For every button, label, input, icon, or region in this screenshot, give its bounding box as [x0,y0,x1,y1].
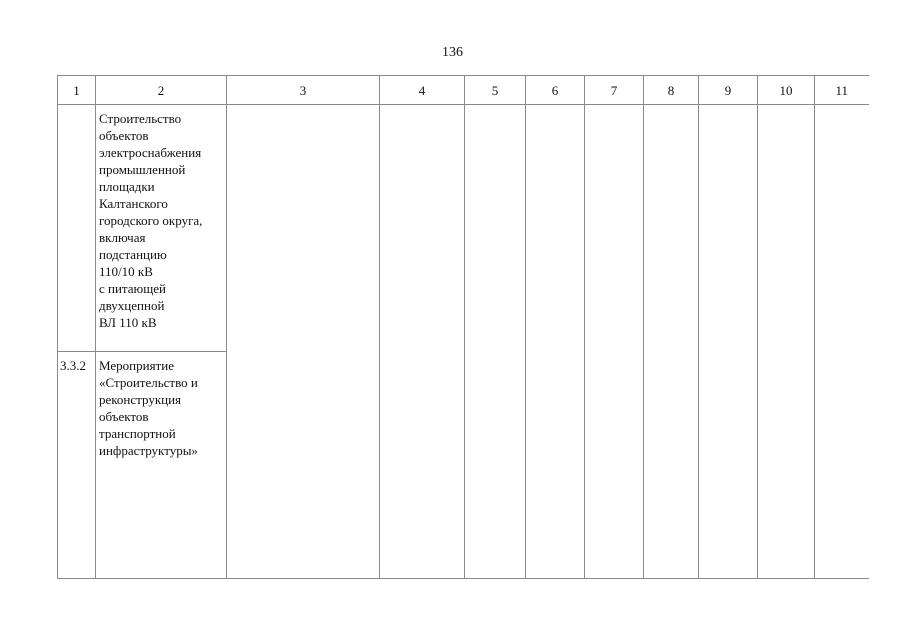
column-7-cell [585,105,644,579]
column-10-cell [758,105,815,579]
column-11-cell [815,105,869,579]
row-description-cell: Мероприятие «Строительство и реконструкция объектов транспортной инфраструктуры» [96,352,227,579]
header-row [58,76,869,105]
column-5-cell [465,105,526,579]
data-table [57,75,869,579]
column-header-5: 5 [465,76,526,105]
page-number: 136 [442,45,463,60]
column-header-1: 1 [58,76,96,105]
column-header-3: 3 [227,76,380,105]
column-6-cell [526,105,585,579]
column-header-6: 6 [526,76,585,105]
row-number-cell [58,105,96,352]
table-row [58,105,869,352]
column-header-2: 2 [96,76,227,105]
column-header-11: 11 [815,76,869,105]
column-header-9: 9 [699,76,758,105]
column-9-cell [699,105,758,579]
column-8-cell [644,105,699,579]
column-4-cell [380,105,465,579]
column-header-7: 7 [585,76,644,105]
column-header-8: 8 [644,76,699,105]
column-header-10: 10 [758,76,815,105]
row-description-cell: Строительство объектов электроснабжения промышленной площадки Калтанского городского округа, включая подстанцию 110/10 кВ с питающей двухцепной ВЛ 110 кВ [96,105,227,352]
row-number-cell: 3.3.2 [58,352,96,579]
column-3-cell [227,105,380,579]
column-header-4: 4 [380,76,465,105]
